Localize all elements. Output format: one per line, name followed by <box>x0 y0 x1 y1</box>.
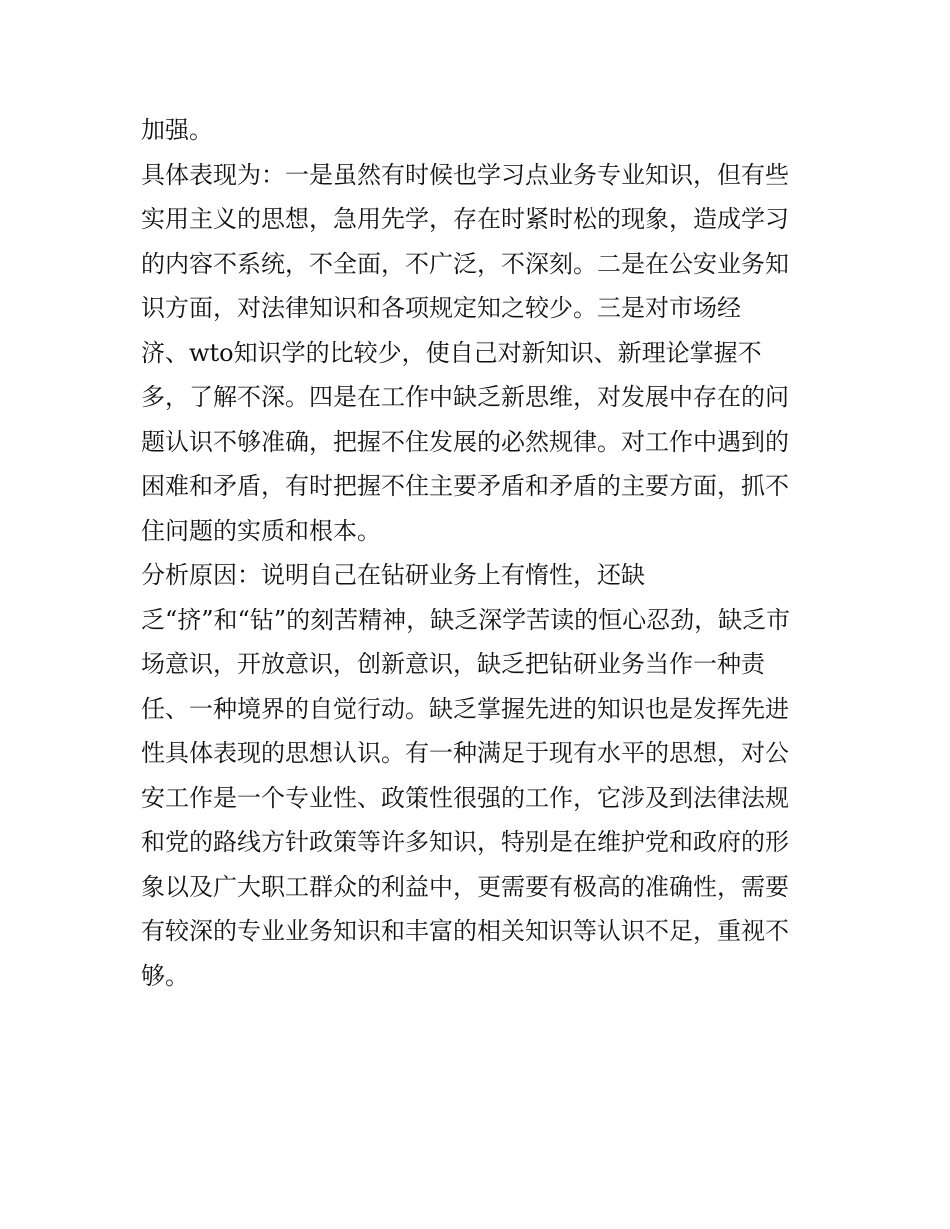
text-line: 任、一种境界的自觉行动。缺乏掌握先进的知识也是发挥先进 <box>141 694 789 723</box>
text-line: 安工作是一个专业性、政策性很强的工作，它涉及到法律法规 <box>141 783 789 812</box>
text-line: 具体表现为：一是虽然有时候也学习点业务专业知识，但有些 <box>141 160 789 189</box>
text-line: 和党的路线方针政策等许多知识，特别是在维护党和政府的形 <box>141 828 789 856</box>
text-line: 分析原因：说明自己在钻研业务上有惰性，还缺 <box>141 561 645 589</box>
text-line: 加强。 <box>141 116 213 144</box>
text-line: 够。 <box>141 961 189 990</box>
text-line: 济、wto知识学的比较少，使自己对新知识、新理论掌握不 <box>141 338 762 367</box>
text-line: 识方面，对法律知识和各项规定知之较少。三是对市场经 <box>141 294 741 322</box>
text-line: 象以及广大职工群众的利益中，更需要有极高的准确性，需要 <box>141 872 789 901</box>
text-line: 实用主义的思想，急用先学，存在时紧时松的现象，造成学习 <box>141 205 789 233</box>
text-line: 题认识不够准确，把握不住发展的必然规律。对工作中遇到的 <box>141 427 789 456</box>
text-line: 有较深的专业业务知识和丰富的相关知识等认识不足，重视不 <box>141 917 789 945</box>
text-line: 多，了解不深。四是在工作中缺乏新思维，对发展中存在的问 <box>141 383 789 411</box>
text-line: 性具体表现的思想认识。有一种满足于现有水平的思想，对公 <box>141 739 789 767</box>
text-line: 困难和矛盾，有时把握不住主要矛盾和矛盾的主要方面，抓不 <box>141 472 789 500</box>
text-line: 的内容不系统，不全面，不广泛，不深刻。二是在公安业务知 <box>141 249 789 278</box>
text-line: 场意识，开放意识，创新意识，缺乏把钻研业务当作一种责 <box>141 650 765 678</box>
text-line: 乏“挤”和“钻”的刻苦精神，缺乏深学苦读的恒心忍劲，缺乏市 <box>141 605 791 634</box>
document-body <box>141 110 821 1000</box>
text-line: 住问题的实质和根本。 <box>141 516 381 545</box>
